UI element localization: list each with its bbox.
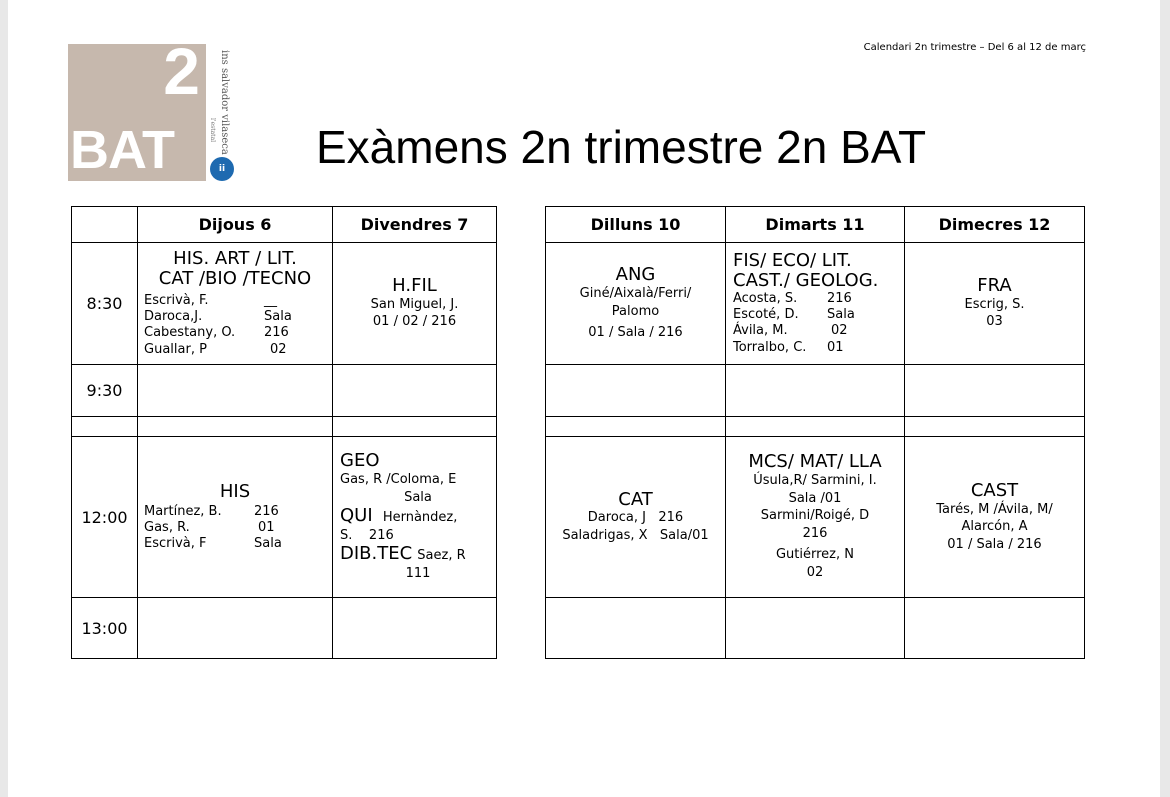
empty-cell [138, 365, 333, 417]
empty-cell [726, 598, 905, 659]
time-label: 13:00 [72, 598, 138, 659]
supervisor-list [733, 291, 855, 356]
exam-rooms: 01 / Sala / 216 [588, 325, 683, 341]
empty-cell [905, 365, 1085, 417]
empty-cell [333, 598, 497, 659]
page-title: Exàmens 2n trimestre 2n BAT [316, 121, 927, 173]
exam-rooms: 216 [368, 527, 394, 543]
exam-rooms: 01 / 02 / 216 [372, 314, 457, 330]
exam-subject: CAST./ GEOLOG. [733, 270, 879, 291]
supervisor-name: Escrivà, F [144, 536, 207, 552]
exam-teacher: Alarcón, A [961, 519, 1028, 535]
exam-rooms: 02 [806, 564, 824, 580]
exam-teacher: Daroca, J [587, 510, 646, 526]
exam-cell [138, 437, 333, 598]
exam-rooms: Sala [404, 489, 432, 505]
supervisor-name: Escrivà, F. [144, 292, 209, 308]
empty-cell [138, 598, 333, 659]
supervisor-room: 01 [827, 339, 844, 355]
supervisor-room: 216 [254, 503, 279, 519]
spacer-cell [72, 417, 138, 437]
empty-cell [333, 365, 497, 417]
exam-teacher: Giné/Aixalà/Ferri/ [579, 286, 692, 302]
supervisor-list [144, 293, 292, 358]
exam-rooms: 111 [405, 565, 431, 581]
exam-subject: CAT [618, 488, 653, 510]
exam-cell [905, 243, 1085, 365]
supervisor-name: Torralbo, C. [733, 339, 807, 355]
supervisor-name: Gas, R. [144, 519, 190, 535]
exam-subject: CAST [970, 479, 1019, 501]
time-label: 8:30 [72, 243, 138, 365]
supervisor-room: 216 [827, 290, 852, 306]
schedule-table-left [71, 206, 497, 659]
supervisor-room: 02 [270, 341, 287, 357]
supervisor-name: Ávila, M. [733, 323, 788, 339]
exam-subject: DIB.TEC [340, 543, 413, 565]
exam-subject: FIS/ ECO/ LIT. [733, 250, 852, 272]
exam-rooms: 01 / Sala / 216 [947, 536, 1042, 552]
exam-teacher: S. [340, 527, 353, 543]
supervisor-room: Sala [264, 309, 292, 325]
exam-cell [546, 243, 726, 365]
exam-cell [726, 243, 905, 365]
exam-subject: GEO [340, 450, 380, 472]
exam-cell [333, 437, 497, 598]
exam-teacher: Gutiérrez, N [775, 547, 854, 563]
exam-rooms: Sala /01 [788, 490, 842, 506]
exam-cell [905, 437, 1085, 598]
exam-rooms: 216 [658, 510, 684, 526]
supervisor-name: Escoté, D. [733, 307, 799, 323]
supervisor-list [144, 504, 282, 553]
logo-town: l'estatal [209, 118, 216, 143]
exam-subject: FRA [977, 275, 1012, 297]
exam-teacher: Tarés, M /Ávila, M/ [936, 501, 1053, 517]
time-label: 12:00 [72, 437, 138, 598]
empty-cell [546, 598, 726, 659]
exam-subject: MCS/ MAT/ LLA [748, 451, 882, 473]
supervisor-room: 01 [258, 519, 275, 535]
exam-cell [546, 437, 726, 598]
exam-teacher: Úsula,R/ Sarmini, I. [753, 473, 877, 489]
exam-cell [726, 437, 905, 598]
exam-subject: ANG [615, 264, 656, 286]
supervisor-name: Guallar, P [144, 341, 207, 357]
exam-subject: HIS. ART / LIT. [173, 248, 297, 270]
exam-subject: HIS [219, 480, 251, 502]
supervisor-room: 216 [264, 325, 289, 341]
logo-badge-icon: ii [210, 157, 234, 181]
logo-text: BAT [70, 120, 174, 180]
empty-cell [546, 365, 726, 417]
spacer-cell [905, 417, 1085, 437]
day-header: Divendres 7 [333, 207, 497, 243]
exam-teacher: San Miguel, J. [370, 296, 459, 312]
supervisor-name: Daroca,J. [144, 309, 203, 325]
logo-school-name: ins salvador vilaseca [219, 50, 230, 155]
exam-teacher: Sarmini/Roigé, D [760, 508, 870, 524]
empty-cell [905, 598, 1085, 659]
day-header: Dimecres 12 [905, 207, 1085, 243]
day-header: Dilluns 10 [546, 207, 726, 243]
spacer-cell [333, 417, 497, 437]
time-label: 9:30 [72, 365, 138, 417]
school-logo [68, 44, 206, 181]
exam-teacher: Saladrigas, X [562, 527, 648, 543]
exam-rooms: Sala/01 [659, 527, 709, 543]
exam-subject: QUI [340, 505, 373, 527]
exam-teacher: Gas, R /Coloma, E [340, 472, 457, 488]
supervisor-room: __ [264, 292, 277, 308]
supervisor-room: Sala [827, 307, 855, 323]
supervisor-name: Martínez, B. [144, 503, 222, 519]
supervisor-room: Sala [254, 536, 282, 552]
empty-cell [726, 365, 905, 417]
exam-rooms: 216 [802, 525, 828, 541]
exam-rooms: 03 [986, 314, 1003, 330]
exam-teacher: Palomo [611, 303, 660, 319]
schedule-table-right [545, 206, 1085, 659]
supervisor-name: Acosta, S. [733, 290, 798, 306]
day-header: Dijous 6 [138, 207, 333, 243]
exam-teacher: Saez, R [417, 548, 466, 564]
spacer-cell [138, 417, 333, 437]
logo-number: 2 [163, 44, 200, 108]
exam-subject: H.FIL [392, 275, 437, 297]
exam-teacher: Escrig, S. [964, 296, 1025, 312]
corner-cell [72, 207, 138, 243]
exam-teacher: Hernàndez, [382, 510, 458, 526]
supervisor-room: 02 [831, 323, 848, 339]
day-header: Dimarts 11 [726, 207, 905, 243]
calendar-note: Calendari 2n trimestre – Del 6 al 12 de març [863, 42, 1086, 53]
exam-subject: CAT /BIO /TECNO [158, 268, 312, 289]
exam-cell [138, 243, 333, 365]
exam-cell [333, 243, 497, 365]
supervisor-name: Cabestany, O. [144, 325, 236, 341]
spacer-cell [546, 417, 726, 437]
spacer-cell [726, 417, 905, 437]
